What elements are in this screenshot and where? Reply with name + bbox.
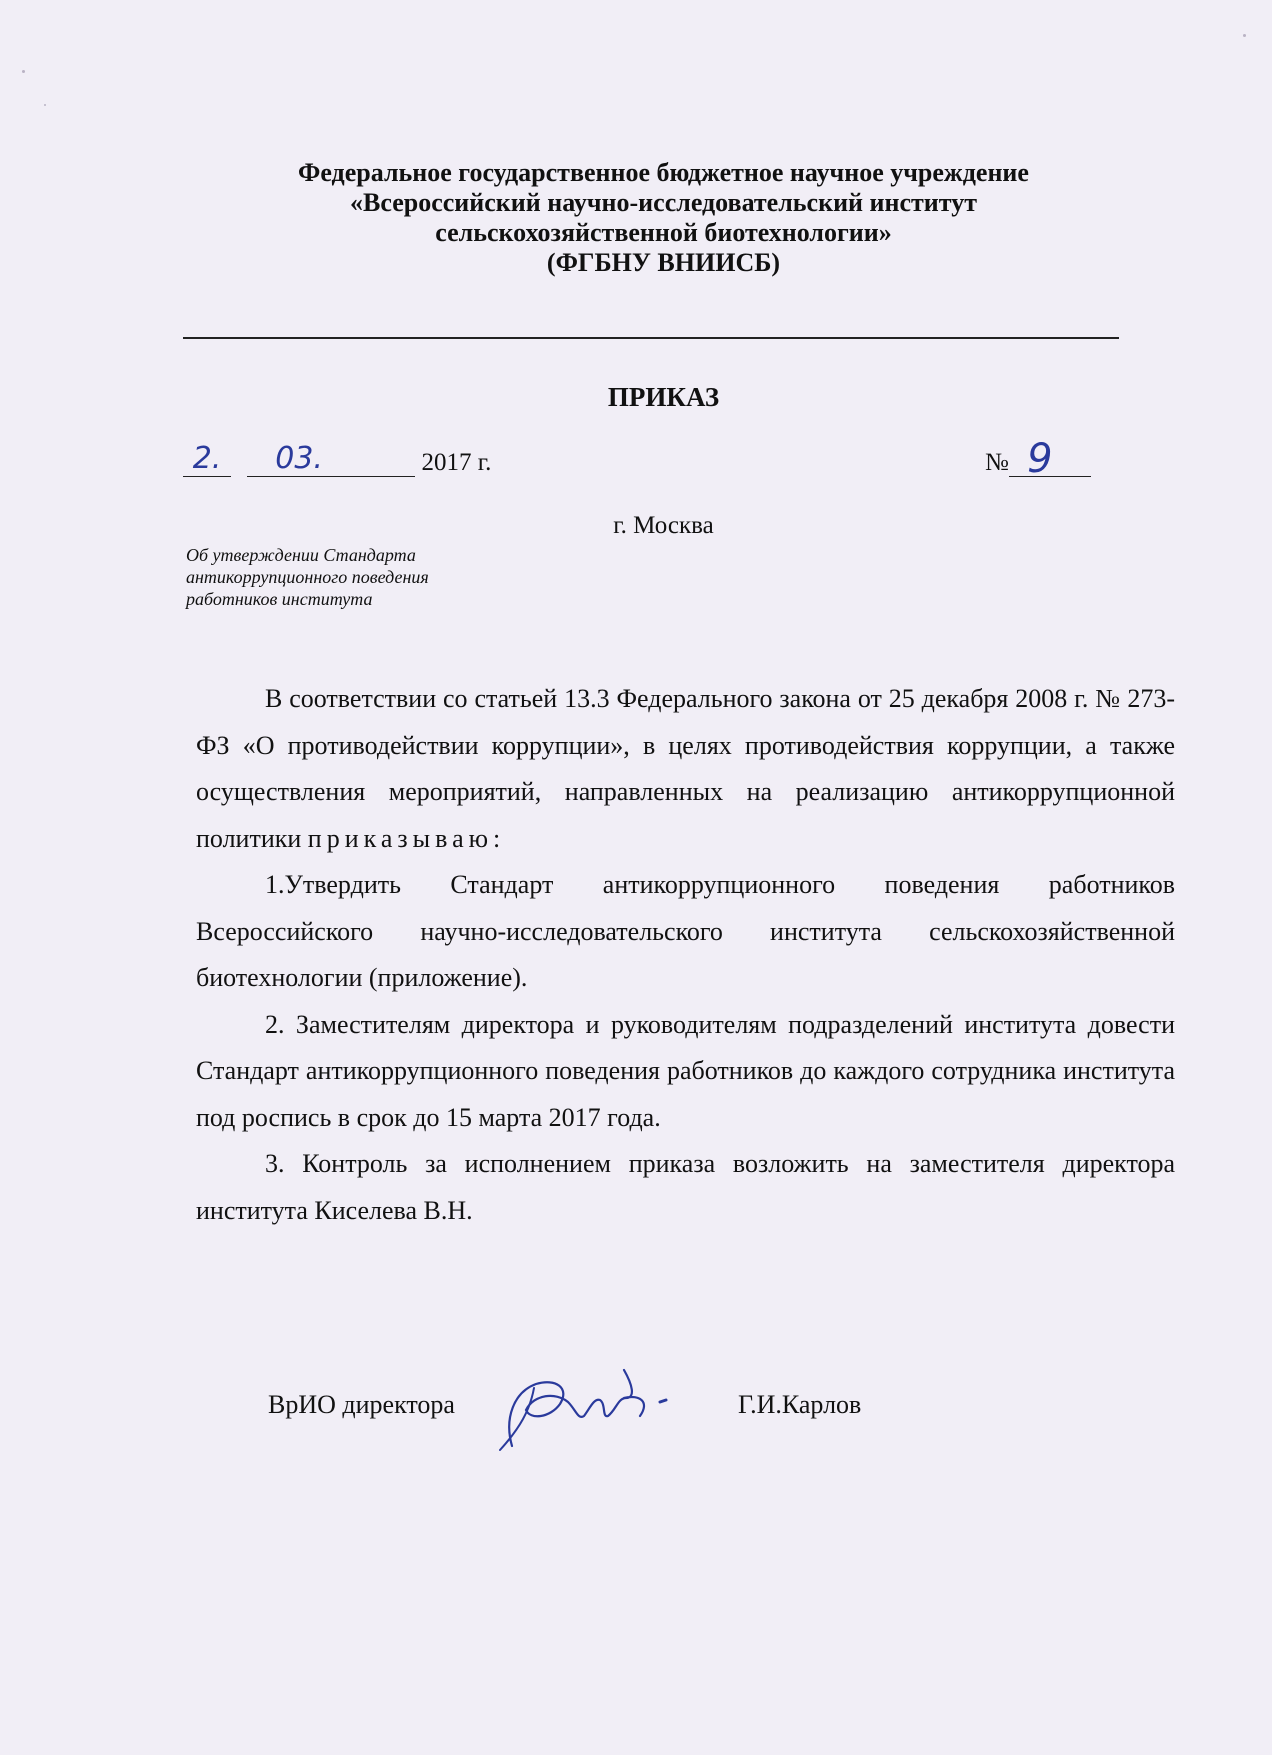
paper-speck: [44, 104, 46, 106]
institution-header: [0, 158, 1272, 278]
preamble-paragraph: [196, 676, 1175, 862]
subject-line-3: работников института: [186, 589, 373, 609]
order-word: приказываю:: [307, 823, 506, 853]
order-number: [985, 436, 1091, 482]
signer-position: ВрИО директора: [268, 1390, 455, 1419]
subject-line-1: Об утверждении Стандарта: [186, 545, 416, 565]
handwritten-signature: [490, 1358, 680, 1458]
header-line-1: Федеральное государственное бюджетное научное учреждение: [298, 158, 1029, 187]
paper-speck: [1243, 34, 1246, 37]
header-line-4: (ФГБНУ ВНИИСБ): [546, 248, 781, 277]
preamble-text: В соответствии со статьей 13.3 Федерального закона от 25 декабря 2008 г. № 273-ФЗ «О противодействии коррупции», в целях противодействия коррупции, а также осуществления мероприятий, направленных на реализацию антикоррупционной политики: [196, 684, 1175, 853]
order-city: г. Москва: [613, 512, 714, 539]
order-body: [196, 676, 1175, 1234]
date-month-blank: [247, 441, 415, 477]
paper-speck: [22, 70, 25, 73]
order-subject: [186, 544, 486, 610]
date-month-handwritten: 03.: [275, 441, 323, 476]
document-title: ПРИКАЗ: [607, 382, 720, 412]
number-handwritten: 9: [1027, 436, 1053, 482]
order-item-3: 3. Контроль за исполнением приказа возложить на заместителя директора института Киселева В.Н.: [196, 1149, 1175, 1225]
signer-name: Г.И.Карлов: [738, 1390, 862, 1419]
order-item-1: 1.Утвердить Стандарт антикоррупционного поведения работников Всероссийского научно-исследовательского института сельскохозяйственной биотехнологии (приложение).: [196, 870, 1175, 992]
order-date: [183, 441, 492, 477]
order-item-2: 2. Заместителям директора и руководителям подразделений института довести Стандарт антикоррупционного поведения работников до каждого сотрудника института под роспись в срок до 15 марта 2017 года.: [196, 1009, 1175, 1132]
date-day-blank: [183, 441, 231, 477]
date-year: 2017 г.: [421, 449, 492, 476]
header-line-2: «Всероссийский научно-исследовательский институт: [350, 188, 977, 217]
number-blank: [1009, 436, 1091, 482]
subject-line-2: антикоррупционного поведения: [186, 567, 429, 587]
date-day-handwritten: 2.: [192, 441, 222, 476]
signature-block: [268, 1378, 948, 1458]
header-divider: [183, 337, 1119, 339]
header-line-3: сельскохозяйственной биотехнологии»: [435, 218, 892, 247]
number-sign: №: [985, 449, 1009, 476]
